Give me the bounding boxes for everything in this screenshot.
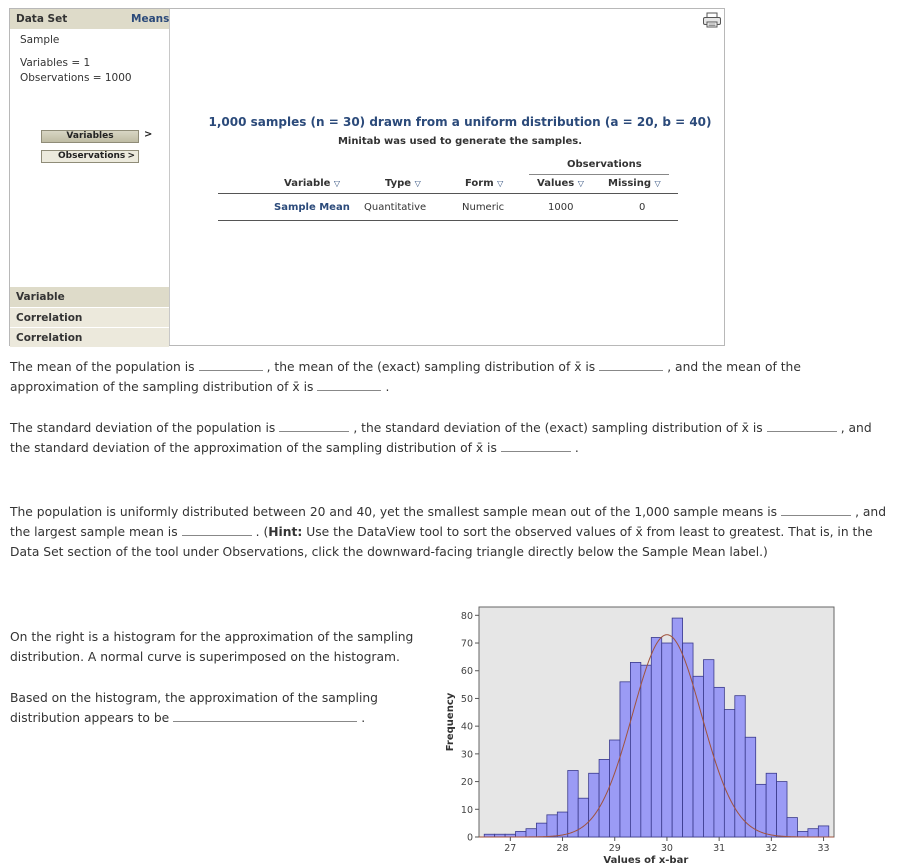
histogram-bar (693, 676, 703, 837)
histogram-bar (536, 823, 546, 837)
y-tick-label: 20 (460, 777, 473, 789)
smallest-mean-blank[interactable] (781, 514, 851, 516)
col-header-values-label: Values (537, 178, 575, 189)
list-item-correlation[interactable]: Correlation (10, 307, 169, 327)
cell-sample-mean[interactable]: Sample Mean (274, 202, 350, 213)
exact-sampling-mean-blank[interactable] (599, 369, 663, 371)
question-3-line-2 (10, 522, 873, 542)
x-tick-label: 32 (765, 843, 778, 854)
y-tick-label: 70 (460, 638, 473, 650)
q2-text-5: . (574, 441, 579, 455)
q2-text-2: , the standard deviation of the (exact) sampling distribution of x̄ is (353, 421, 763, 435)
q4-text-1: On the right is a histogram for the approximation of the sampling (10, 630, 414, 644)
approx-sampling-mean-blank[interactable] (317, 389, 381, 391)
histogram-bar (610, 740, 620, 837)
x-tick-label: 28 (556, 843, 569, 854)
histogram-bar (683, 643, 693, 837)
histogram-bar (641, 665, 651, 837)
question-3-line-1 (10, 502, 886, 522)
tab-means[interactable]: Means (131, 13, 170, 25)
y-tick-label: 50 (460, 693, 473, 705)
sort-variable-icon[interactable]: ▽ (333, 179, 341, 188)
col-header-missing-label: Missing (608, 178, 651, 189)
dataview-tab-bar (10, 9, 169, 29)
histogram-bar (557, 812, 567, 837)
largest-mean-blank[interactable] (182, 534, 252, 536)
col-header-values[interactable] (537, 178, 584, 189)
col-header-type[interactable] (385, 178, 421, 189)
observations-count: Observations = 1000 (20, 72, 132, 84)
histogram-bar (797, 831, 807, 837)
histogram-bar (756, 784, 766, 837)
histogram-bar (568, 770, 578, 837)
printer-icon[interactable] (702, 12, 722, 28)
cell-type: Quantitative (364, 202, 427, 213)
observations-button-label: Observations (58, 151, 126, 161)
histogram-bar (766, 773, 776, 837)
histogram-bar (703, 660, 713, 837)
col-header-form-label: Form (465, 178, 494, 189)
histogram-bar (620, 682, 630, 837)
question-1-line-2 (10, 377, 389, 397)
col-header-type-label: Type (385, 178, 412, 189)
question-4-line-1 (10, 627, 413, 647)
variables-count: Variables = 1 (20, 57, 91, 69)
approx-sampling-sd-blank[interactable] (501, 450, 571, 452)
variables-arrow-icon: > (144, 129, 153, 140)
y-tick-label: 10 (460, 804, 473, 816)
q4-text-4: distribution appears to be (10, 711, 170, 725)
y-axis-label: Frequency (445, 692, 456, 752)
histogram-bar (777, 782, 787, 837)
exact-sampling-sd-blank[interactable] (767, 430, 837, 432)
histogram-bar (578, 798, 588, 837)
cell-values: 1000 (548, 202, 574, 213)
q1-text-5: . (385, 380, 390, 394)
cell-missing: 0 (639, 202, 646, 213)
x-tick-label: 33 (817, 843, 830, 854)
histogram-bar (808, 829, 818, 837)
dataset-subtitle: Minitab was used to generate the samples. (337, 136, 583, 147)
hint-label: Hint: (268, 525, 303, 539)
q2-text-3: , and (840, 421, 872, 435)
cell-form: Numeric (462, 202, 505, 213)
y-tick-label: 30 (460, 749, 473, 761)
col-header-variable-label: Variable (284, 178, 331, 189)
y-tick-label: 40 (460, 721, 473, 733)
question-2-line-2 (10, 438, 579, 458)
y-tick-label: 80 (460, 610, 473, 622)
distribution-shape-blank[interactable] (173, 720, 357, 722)
variables-button[interactable]: Variables (41, 130, 139, 143)
col-header-form[interactable] (465, 178, 503, 189)
q3-text-6: Data Set section of the tool under Observations, click the downward-facing triangle directly below the Sample Mean label.) (10, 545, 768, 559)
histogram-bar (787, 818, 797, 837)
q4-text-2: distribution. A normal curve is superimposed on the histogram. (10, 650, 400, 664)
histogram-bar (589, 773, 599, 837)
q2-text-1: The standard deviation of the population is (10, 421, 276, 435)
q3-text-2: , and (855, 505, 887, 519)
y-tick-label: 0 (466, 832, 473, 844)
question-4-line-4 (10, 708, 365, 728)
list-item-variable[interactable]: Variable (10, 287, 169, 307)
histogram-bar (662, 643, 672, 837)
dataset-title: 1,000 samples (n = 30) drawn from a uniform distribution (a = 20, b = 40) (208, 115, 712, 129)
q1-text-2: , the mean of the (exact) sampling distribution of x̄ is (266, 360, 596, 374)
q3-text-4: . ( (255, 525, 269, 539)
histogram-bar (526, 829, 536, 837)
group-header-rule (529, 174, 669, 175)
population-mean-blank[interactable] (199, 369, 263, 371)
q3-text-5: Use the DataView tool to sort the observed values of x̄ from least to greatest. That is, in the (302, 525, 873, 539)
list-item-correlation-2[interactable]: Correlation (10, 327, 169, 347)
histogram-chart (440, 600, 840, 867)
observations-group-header: Observations (567, 159, 642, 170)
question-3-line-3 (10, 542, 768, 562)
table-bottom-rule (218, 220, 678, 221)
q1-text-3: , and the mean of the (667, 360, 801, 374)
question-1-line-1 (10, 357, 801, 377)
sort-values-icon[interactable]: ▽ (577, 179, 584, 188)
histogram-bar (818, 826, 828, 837)
q2-text-4: the standard deviation of the approximation of the sampling distribution of x̄ is (10, 441, 497, 455)
x-axis-label: Values of x-bar (603, 855, 689, 866)
x-tick-label: 27 (504, 843, 517, 854)
sort-type-icon[interactable]: ▽ (414, 179, 421, 188)
population-sd-blank[interactable] (279, 430, 349, 432)
table-header-rule (218, 193, 678, 194)
x-tick-label: 29 (608, 843, 621, 854)
col-header-missing[interactable] (608, 178, 661, 189)
question-4-line-2 (10, 647, 400, 667)
histogram-bar (745, 737, 755, 837)
tab-data-set[interactable]: Data Set (16, 13, 68, 25)
sample-label: Sample (20, 34, 60, 46)
col-header-variable[interactable] (284, 178, 340, 189)
q4-text-5: . (361, 711, 366, 725)
dataview-sidebar (10, 9, 170, 345)
histogram-bar (547, 815, 557, 837)
histogram-bar (630, 662, 640, 837)
observations-arrow-icon: > (127, 151, 135, 161)
q3-text-1: The population is uniformly distributed between 20 and 40, yet the smallest sample mean out of the 1,000 sample means is (10, 505, 778, 519)
y-tick-label: 60 (460, 666, 473, 678)
histogram-bar (724, 710, 734, 837)
q4-text-3: Based on the histogram, the approximation of the sampling (10, 691, 378, 705)
observations-button[interactable] (41, 150, 139, 163)
question-4-line-3 (10, 688, 378, 708)
q1-text-1: The mean of the population is (10, 360, 195, 374)
q1-text-4: approximation of the sampling distribution of x̄ is (10, 380, 314, 394)
dataview-panel (9, 8, 725, 346)
histogram-bar (651, 637, 661, 837)
x-tick-label: 30 (660, 843, 673, 854)
sort-missing-icon[interactable]: ▽ (654, 179, 661, 188)
q3-text-3: the largest sample mean is (10, 525, 178, 539)
x-tick-label: 31 (713, 843, 726, 854)
question-2-line-1 (10, 418, 872, 438)
sort-form-icon[interactable]: ▽ (497, 179, 504, 188)
histogram-bar (516, 831, 526, 837)
